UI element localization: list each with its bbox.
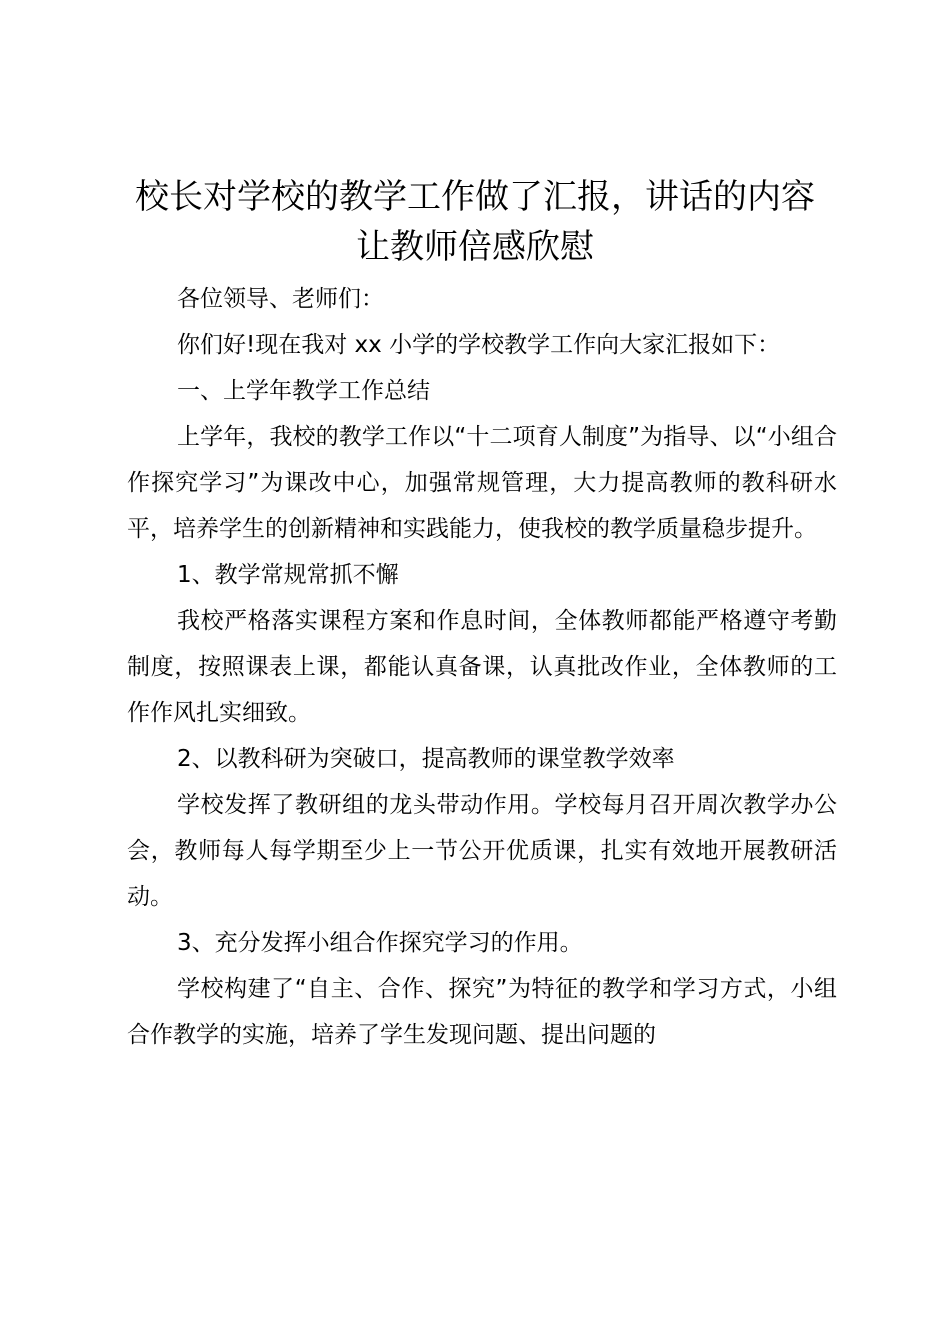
document-title-line-2: 让教师倍感欣慰 [356, 227, 594, 267]
salutation: 各位领导、老师们： [177, 286, 384, 312]
document-body [127, 276, 837, 1058]
subheading-2: 2、以教科研为突破口，提高教师的课堂教学效率 [177, 746, 675, 772]
subheading-1: 1、教学常规常抓不懈 [177, 562, 399, 588]
routine-paragraph: 我校严格落实课程方案和作息时间，全体教师都能严格遵守考勤制度，按照课表上课，都能认真备课，认真批改作业，全体教师的工作作风扎实细致。 [127, 608, 837, 726]
document-title-line-1: 校长对学校的教学工作做了汇报，讲话的内容 [135, 177, 815, 217]
research-paragraph: 学校发挥了教研组的龙头带动作用。学校每月召开周次教学办公会，教师每人每学期至少上一节公开优质课，扎实有效地开展教研活动。 [127, 792, 837, 910]
subheading-3: 3、充分发挥小组合作探究学习的作用。 [177, 930, 583, 956]
summary-paragraph: 上学年，我校的教学工作以“十二项育人制度”为指导、以“小组合作探究学习”为课改中心，加强常规管理，大力提高教师的教科研水平，培养学生的创新精神和实践能力，使我校的教学质量稳步提升。 [127, 424, 837, 542]
group-learning-paragraph: 学校构建了“自主、合作、探究”为特征的教学和学习方式，小组合作教学的实施，培养了学生发现问题、提出问题的 [127, 976, 837, 1048]
greeting-paragraph: 你们好!现在我对 xx 小学的学校教学工作向大家汇报如下： [177, 332, 781, 358]
section-heading-1: 一、上学年教学工作总结 [177, 378, 430, 404]
